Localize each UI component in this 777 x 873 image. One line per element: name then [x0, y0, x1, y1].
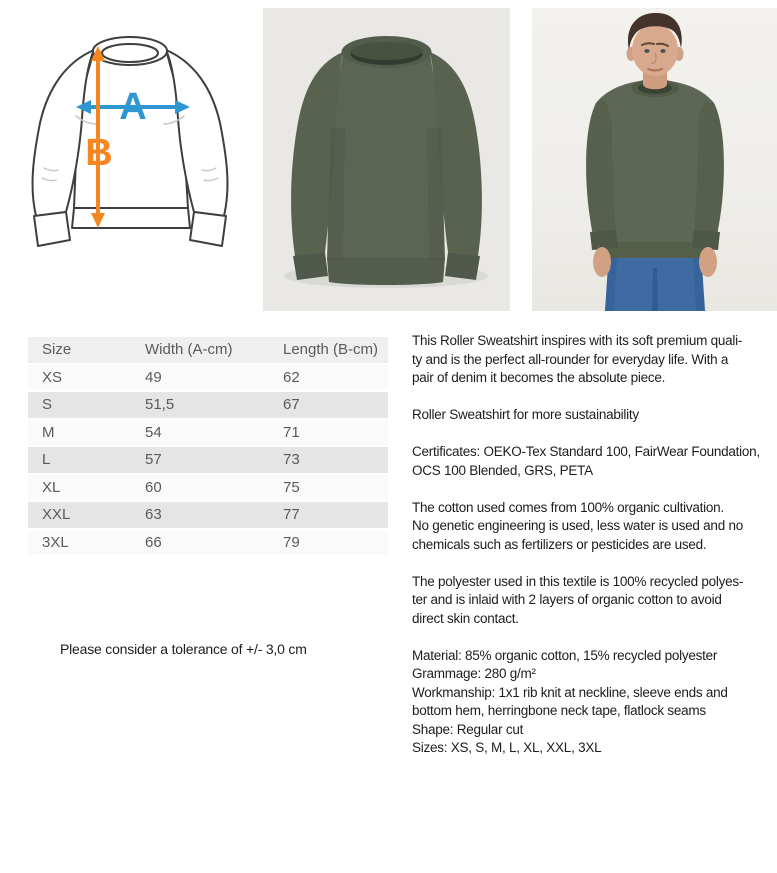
description-line: direct skin contact. [412, 610, 519, 626]
size-table-row [28, 529, 388, 557]
flat-hem-band [327, 258, 445, 285]
description-line: Workmanship: 1x1 rib knit at neckline, sleeve ends and [412, 684, 728, 700]
model-left-cuff [590, 230, 618, 250]
description-line: ter and is inlaid with 2 layers of organic cotton to avoid [412, 592, 722, 607]
description-paragraph [412, 406, 777, 425]
model-right-cuff [692, 230, 720, 250]
size-table-row [28, 364, 388, 392]
flat-collar-back [351, 42, 423, 60]
width-cell: 57 [145, 446, 283, 474]
model-hem-band [602, 242, 708, 258]
description-line: ty and is the perfect all-rounder for everyday life. With a [412, 351, 729, 367]
description-paragraph [412, 443, 777, 480]
description-line: Sizes: XS, S, M, L, XL, XXL, 3XL [412, 740, 602, 755]
diagram-right-cuff [190, 212, 226, 246]
model-wearing-sweatshirt-image [532, 8, 777, 311]
width-column-header: Width (A-cm) [145, 337, 283, 364]
description-line: OCS 100 Blended, GRS, PETA [412, 462, 593, 478]
width-cell: 51,5 [145, 391, 283, 419]
length-cell: 62 [283, 364, 388, 392]
size-cell: XL [28, 474, 145, 502]
width-cell: 54 [145, 419, 283, 447]
size-cell: M [28, 419, 145, 447]
product-photo-front [263, 8, 510, 311]
description-line: No genetic engineering is used, less water is used and no [412, 518, 743, 533]
description-line: Shape: Regular cut [412, 721, 524, 737]
sweatshirt-front-image [263, 8, 510, 311]
size-column-header: Size [28, 337, 145, 364]
size-cell: XXL [28, 501, 145, 529]
description-line: Material: 85% organic cotton, 15% recycled polyester [412, 647, 718, 663]
sweatshirt-outline-drawing [10, 18, 255, 268]
size-cell: S [28, 391, 145, 419]
model-left-hand [593, 247, 611, 277]
size-table-row [28, 391, 388, 419]
tolerance-note: Please consider a tolerance of +/- 3,0 cm [60, 641, 307, 657]
size-diagram [10, 18, 255, 268]
length-cell: 75 [283, 474, 388, 502]
description-line: Grammage: 280 g/m² [412, 666, 536, 681]
width-cell: 63 [145, 501, 283, 529]
description-paragraph [412, 573, 777, 629]
diagram-left-cuff [34, 212, 70, 246]
size-cell: L [28, 446, 145, 474]
size-cell: 3XL [28, 529, 145, 557]
size-cell: XS [28, 364, 145, 392]
size-table-row [28, 474, 388, 502]
description-line: chemicals such as fertilizers or pesticides are used. [412, 536, 707, 552]
length-cell: 79 [283, 529, 388, 557]
description-line: Certificates: OEKO-Tex Standard 100, FairWear Foundation, [412, 444, 760, 459]
description-line: The polyester used in this textile is 100% recycled polyes- [412, 573, 744, 589]
size-table-header-row [28, 337, 388, 364]
model-right-hand [699, 247, 717, 277]
length-column-header: Length (B-cm) [283, 337, 388, 364]
length-label: B [85, 132, 113, 174]
length-cell: 77 [283, 501, 388, 529]
diagram-collar-inner [102, 44, 158, 62]
product-photo-model [532, 8, 777, 311]
left-eye [644, 49, 649, 53]
description-line: Roller Sweatshirt for more sustainability [412, 407, 639, 422]
right-eye [660, 49, 665, 53]
diagram-body [74, 50, 188, 208]
size-table [28, 337, 388, 557]
length-cell: 73 [283, 446, 388, 474]
description-line: The cotton used comes from 100% organic cultivation. [412, 499, 724, 515]
diagram-hem-band [72, 208, 190, 228]
length-cell: 71 [283, 419, 388, 447]
description-line: This Roller Sweatshirt inspires with its soft premium quali- [412, 333, 743, 348]
width-cell: 66 [145, 529, 283, 557]
description-paragraph [412, 332, 777, 388]
width-label: A [119, 86, 147, 128]
description-line: pair of denim it becomes the absolute piece. [412, 370, 666, 385]
size-table-row [28, 501, 388, 529]
width-cell: 49 [145, 364, 283, 392]
flat-body [327, 52, 445, 260]
length-cell: 67 [283, 391, 388, 419]
flat-right-cuff [445, 252, 480, 280]
size-table-row [28, 446, 388, 474]
description-paragraph [412, 647, 777, 758]
width-cell: 60 [145, 474, 283, 502]
size-table-row [28, 419, 388, 447]
description-paragraph [412, 499, 777, 555]
description-line: bottom hem, herringbone neck tape, flatlock seams [412, 703, 706, 718]
product-description [412, 332, 777, 776]
flat-left-cuff [293, 252, 328, 280]
